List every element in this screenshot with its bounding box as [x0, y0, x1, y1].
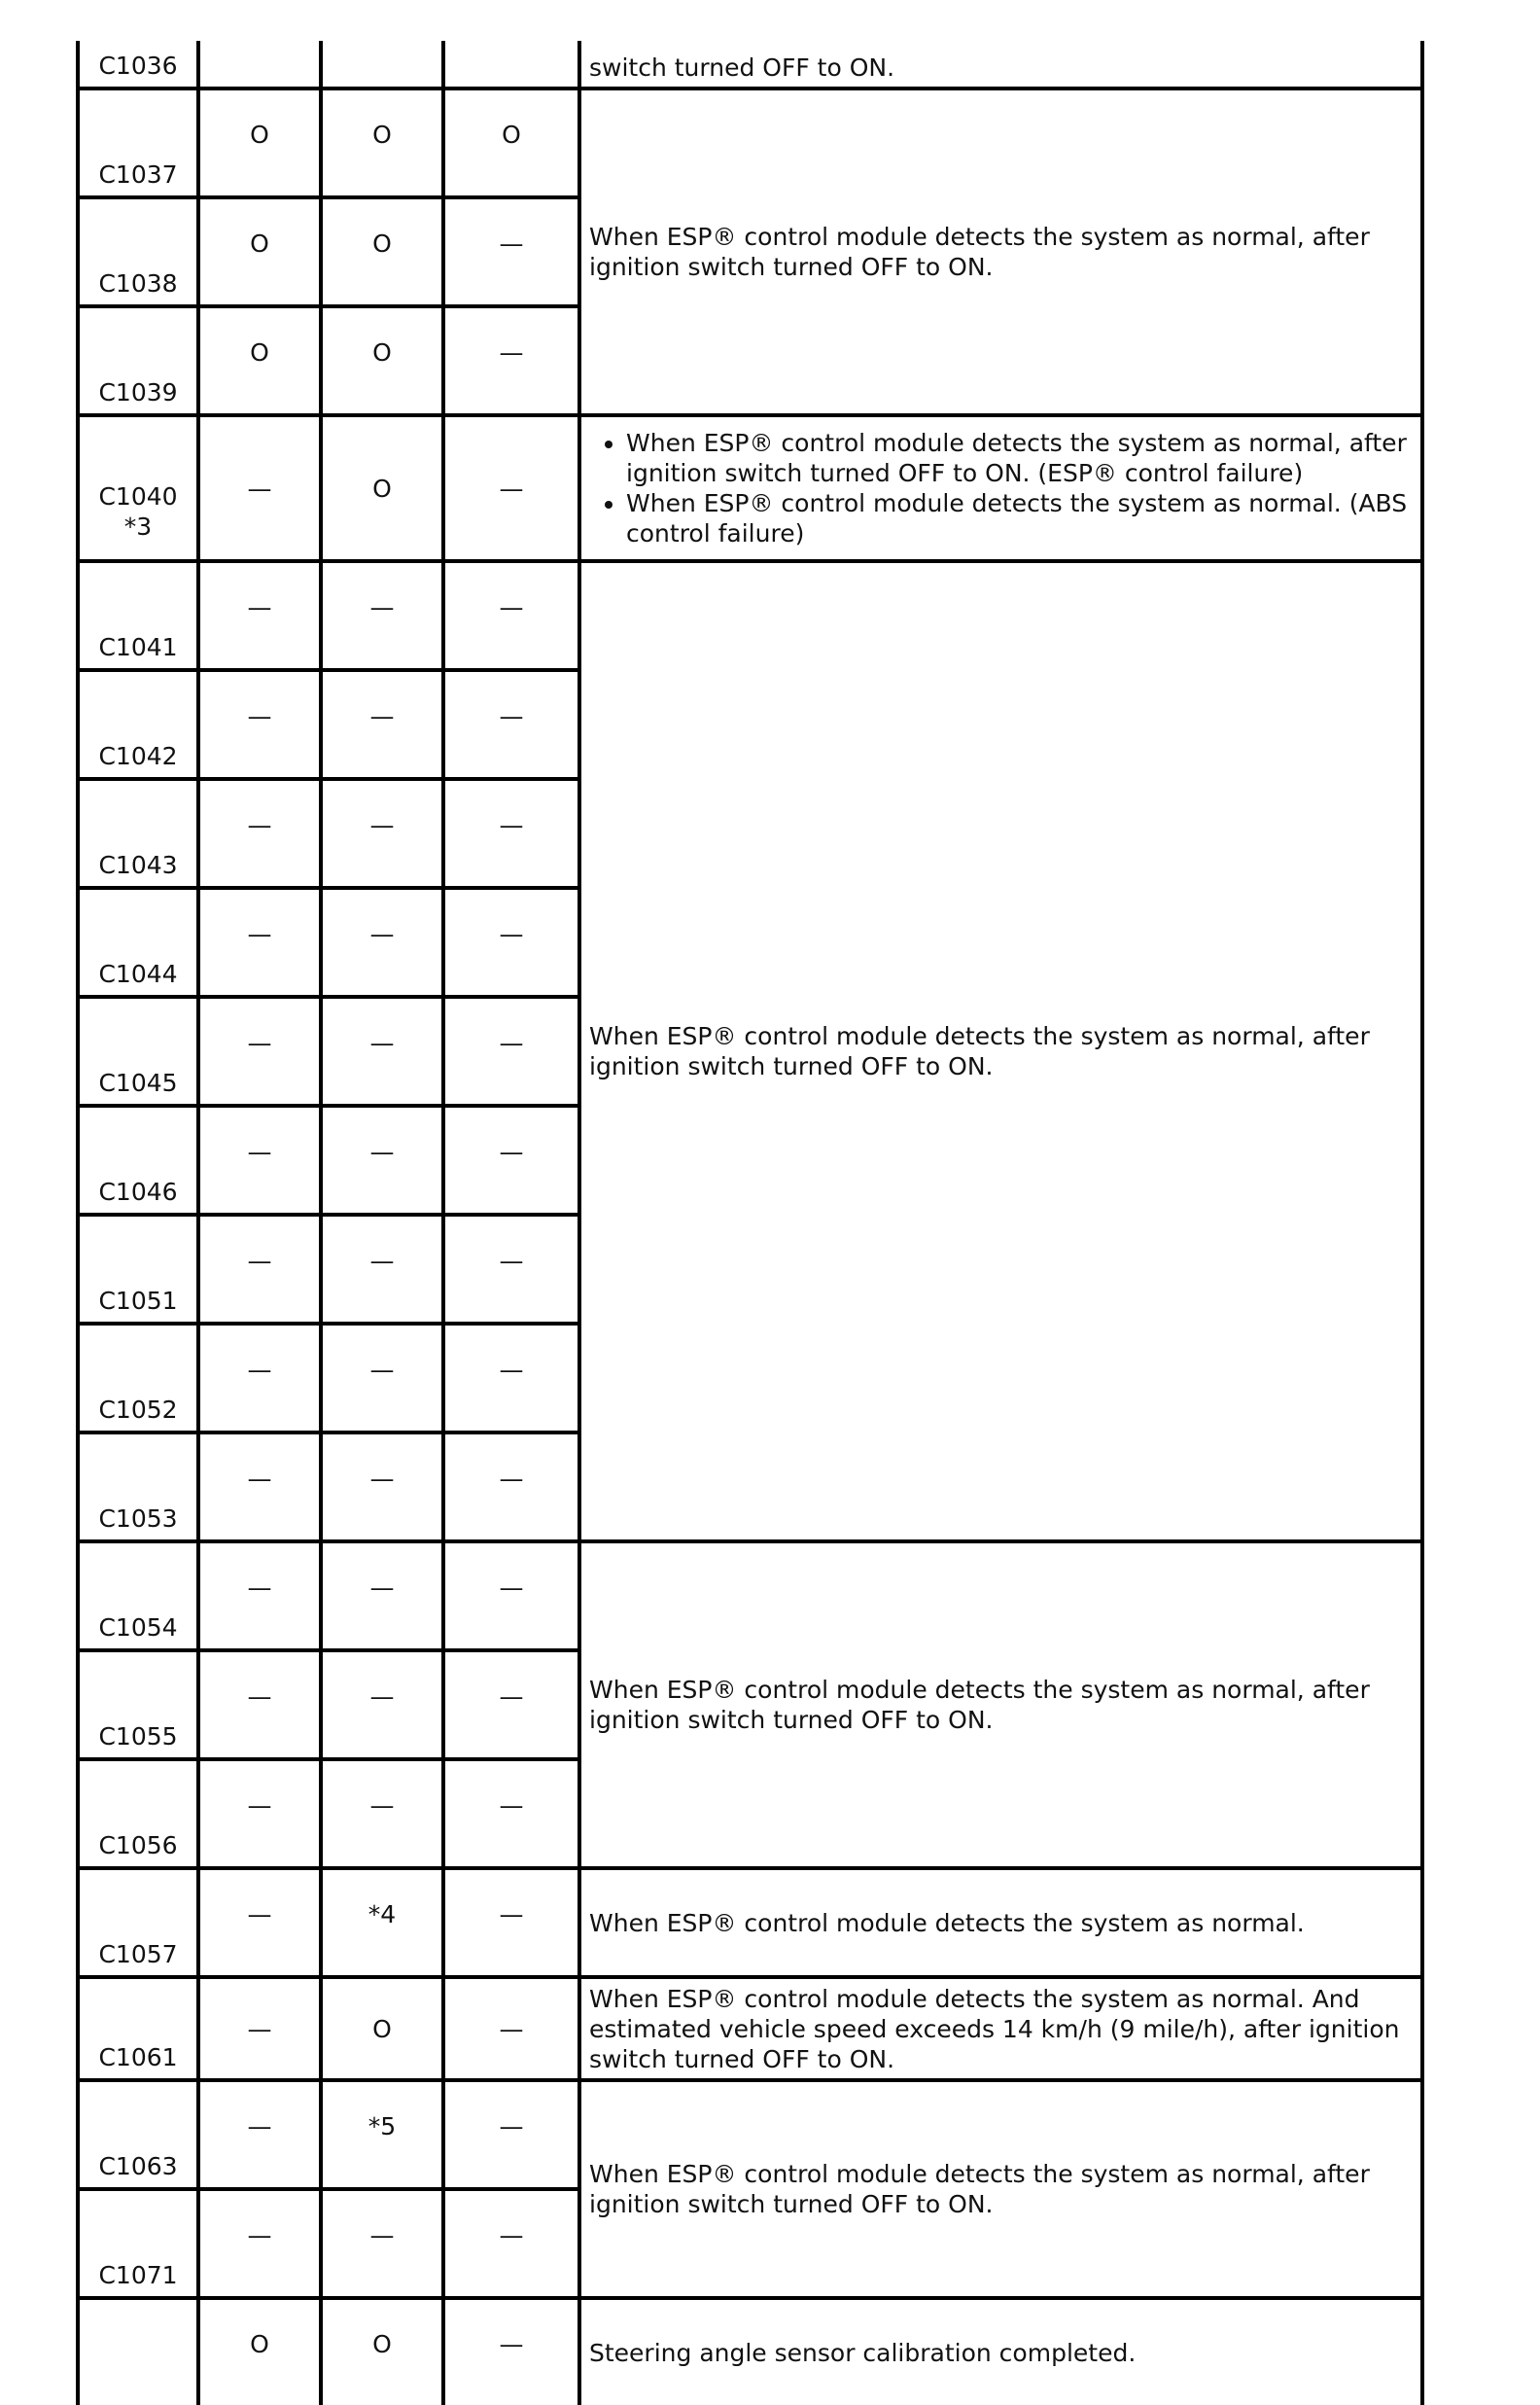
cell-col2: —	[321, 888, 443, 997]
cell-col3: —	[443, 197, 579, 306]
cell-col2: O	[321, 88, 443, 197]
dtc-code: C1044	[78, 888, 198, 997]
condition-text: When ESP® control module detects the system as normal. And estimated vehicle speed exceeds 14 km/h (9 mile/h), after ignition switch turned OFF to ON.	[579, 1977, 1422, 2080]
cell-col3: —	[443, 1977, 579, 2080]
cell-col1	[198, 41, 321, 88]
cell-col1: —	[198, 888, 321, 997]
cell-col1: —	[198, 670, 321, 779]
cell-col2: —	[321, 1759, 443, 1868]
dtc-code: C1057	[78, 1868, 198, 1977]
dtc-code: C1053	[78, 1432, 198, 1541]
cell-col2: O	[321, 306, 443, 415]
dtc-code: C1055	[78, 1650, 198, 1759]
dtc-code: C1037	[78, 88, 198, 197]
cell-col1: —	[198, 1432, 321, 1541]
cell-col2: O	[321, 197, 443, 306]
cell-col2: —	[321, 1432, 443, 1541]
dtc-code: C1038	[78, 197, 198, 306]
dtc-code: C1046	[78, 1106, 198, 1215]
dtc-code: C1051	[78, 1215, 198, 1324]
cell-col2: —	[321, 779, 443, 888]
condition-text: When ESP® control module detects the system as normal, after ignition switch turned OFF to ON.	[579, 2080, 1422, 2298]
dtc-code: C1056	[78, 1759, 198, 1868]
cell-col3: —	[443, 561, 579, 670]
cell-col2: O	[321, 1977, 443, 2080]
cell-col3: —	[443, 997, 579, 1106]
cell-col3: —	[443, 2080, 579, 2189]
cell-col3: —	[443, 1868, 579, 1977]
condition-text: switch turned OFF to ON.	[579, 41, 1422, 88]
dtc-code: C1043	[78, 779, 198, 888]
cell-col2: *5	[321, 2080, 443, 2189]
dtc-code: C1036	[78, 41, 198, 88]
cell-col1: —	[198, 2189, 321, 2298]
cell-col1: —	[198, 1541, 321, 1650]
cell-col3: —	[443, 1106, 579, 1215]
dtc-code-label: C1040	[98, 482, 178, 511]
dtc-table	[76, 41, 1424, 2405]
cell-col1: O	[198, 197, 321, 306]
dtc-code	[78, 415, 198, 561]
cell-col2: —	[321, 1541, 443, 1650]
cell-col1: —	[198, 779, 321, 888]
cell-col2	[321, 41, 443, 88]
dtc-code: C1042	[78, 670, 198, 779]
cell-col3: O	[443, 88, 579, 197]
condition-text	[579, 415, 1422, 561]
cell-col1: —	[198, 1868, 321, 1977]
condition-text: When ESP® control module detects the system as normal.	[579, 1868, 1422, 1977]
dtc-code: C1071	[78, 2189, 198, 2298]
cell-col1: —	[198, 415, 321, 561]
cell-col2: —	[321, 561, 443, 670]
cell-col2: —	[321, 997, 443, 1106]
cell-col3: —	[443, 779, 579, 888]
cell-col1: —	[198, 2080, 321, 2189]
cell-col1: —	[198, 1106, 321, 1215]
cell-col2: O	[321, 2298, 443, 2405]
cell-col1: —	[198, 1324, 321, 1432]
dtc-code: C1039	[78, 306, 198, 415]
cell-col1: O	[198, 2298, 321, 2405]
cell-col1: —	[198, 1650, 321, 1759]
cell-col2: O	[321, 415, 443, 561]
cell-col3: —	[443, 306, 579, 415]
cell-col3: —	[443, 2298, 579, 2405]
dtc-code-note: *3	[123, 513, 153, 541]
cell-col2: —	[321, 670, 443, 779]
cell-col2: —	[321, 1324, 443, 1432]
cell-col3: —	[443, 888, 579, 997]
cell-col3: —	[443, 415, 579, 561]
condition-item: • When ESP® control module detects the system as normal. (ABS control failure)	[626, 488, 1415, 548]
cell-col3: —	[443, 1541, 579, 1650]
cell-col1: —	[198, 1759, 321, 1868]
cell-col3: —	[443, 2189, 579, 2298]
cell-col1: —	[198, 997, 321, 1106]
cell-col3: —	[443, 1759, 579, 1868]
dtc-code: C1052	[78, 1324, 198, 1432]
condition-text: When ESP® control module detects the system as normal, after ignition switch turned OFF to ON.	[579, 561, 1422, 1541]
cell-col2: —	[321, 2189, 443, 2298]
dtc-code	[78, 2298, 198, 2405]
cell-col2: *4	[321, 1868, 443, 1977]
cell-col3: —	[443, 1432, 579, 1541]
dtc-code: C1063	[78, 2080, 198, 2189]
cell-col1: —	[198, 1215, 321, 1324]
cell-col1: O	[198, 88, 321, 197]
cell-col2: —	[321, 1106, 443, 1215]
dtc-code: C1041	[78, 561, 198, 670]
cell-col3: —	[443, 670, 579, 779]
dtc-code: C1045	[78, 997, 198, 1106]
cell-col2: —	[321, 1650, 443, 1759]
cell-col1: O	[198, 306, 321, 415]
dtc-code: C1054	[78, 1541, 198, 1650]
cell-col1: —	[198, 561, 321, 670]
cell-col3	[443, 41, 579, 88]
cell-col3: —	[443, 1650, 579, 1759]
condition-list	[589, 428, 1415, 548]
condition-text: Steering angle sensor calibration completed.	[579, 2298, 1422, 2405]
cell-col3: —	[443, 1215, 579, 1324]
dtc-code: C1061	[78, 1977, 198, 2080]
condition-text: When ESP® control module detects the system as normal, after ignition switch turned OFF to ON.	[579, 1541, 1422, 1868]
cell-col3: —	[443, 1324, 579, 1432]
cell-col2: —	[321, 1215, 443, 1324]
condition-text: When ESP® control module detects the system as normal, after ignition switch turned OFF to ON.	[579, 88, 1422, 415]
condition-item: • When ESP® control module detects the system as normal, after ignition switch turned OFF to ON. (ESP® control failure)	[626, 428, 1415, 488]
cell-col1: —	[198, 1977, 321, 2080]
